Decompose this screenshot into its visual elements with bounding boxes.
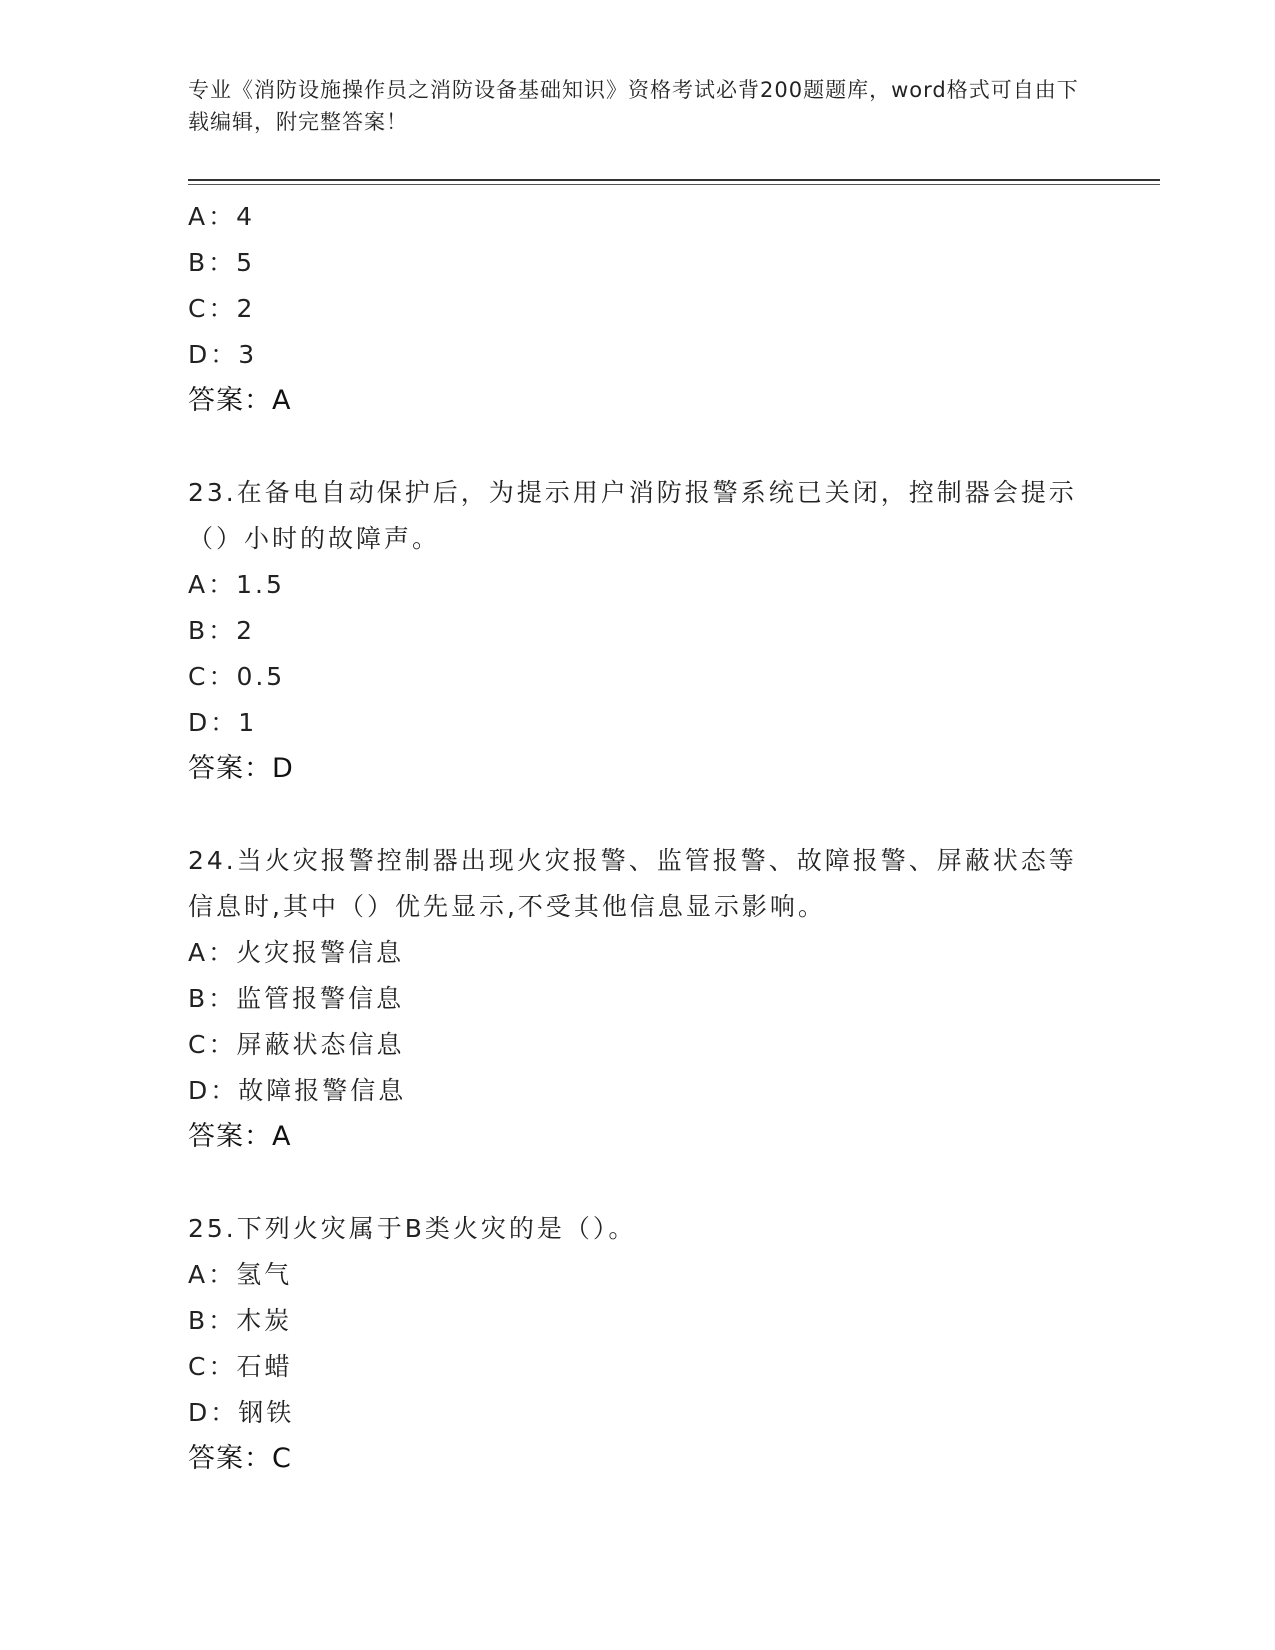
question-text: 23.在备电自动保护后，为提示用户消防报警系统已关闭，控制器会提示（）小时的故障声。 bbox=[188, 478, 1077, 553]
question-23 bbox=[188, 470, 1088, 792]
option-d: D：钢铁 bbox=[188, 1398, 295, 1427]
option-c: C：石蜡 bbox=[188, 1352, 293, 1381]
option-b: B：5 bbox=[188, 248, 256, 277]
option-b: B：监管报警信息 bbox=[188, 984, 405, 1013]
option-d: D：1 bbox=[188, 708, 258, 737]
answer-line: 答案：D bbox=[188, 753, 294, 784]
question-22 bbox=[188, 194, 1088, 424]
question-text: 24.当火灾报警控制器出现火灾报警、监管报警、故障报警、屏蔽状态等信息时,其中（）优先显示,不受其他信息显示影响。 bbox=[188, 846, 1077, 921]
document-header: 专业《消防设施操作员之消防设备基础知识》资格考试必背200题题库，word格式可自由下载编辑，附完整答案！ bbox=[188, 78, 1079, 134]
answer-line: 答案：A bbox=[188, 385, 292, 416]
option-a: A：1.5 bbox=[188, 570, 285, 599]
option-a: A：火灾报警信息 bbox=[188, 938, 405, 967]
question-24 bbox=[188, 838, 1088, 1160]
option-a: A：氢气 bbox=[188, 1260, 293, 1289]
question-25 bbox=[188, 1206, 1088, 1482]
option-c: C：0.5 bbox=[188, 662, 286, 691]
option-b: B：木炭 bbox=[188, 1306, 293, 1335]
answer-line: 答案：C bbox=[188, 1443, 292, 1474]
question-list bbox=[188, 194, 1088, 1482]
option-a: A：4 bbox=[188, 202, 256, 231]
option-b: B：2 bbox=[188, 616, 256, 645]
option-d: D：3 bbox=[188, 340, 258, 369]
question-text: 25.下列火灾属于B类火灾的是（）。 bbox=[188, 1214, 637, 1243]
option-c: C：屏蔽状态信息 bbox=[188, 1030, 405, 1059]
option-c: C：2 bbox=[188, 294, 256, 323]
header-divider-thick bbox=[188, 179, 1160, 181]
header-divider-thin bbox=[188, 184, 1160, 185]
answer-line: 答案：A bbox=[188, 1121, 292, 1152]
option-d: D：故障报警信息 bbox=[188, 1076, 407, 1105]
